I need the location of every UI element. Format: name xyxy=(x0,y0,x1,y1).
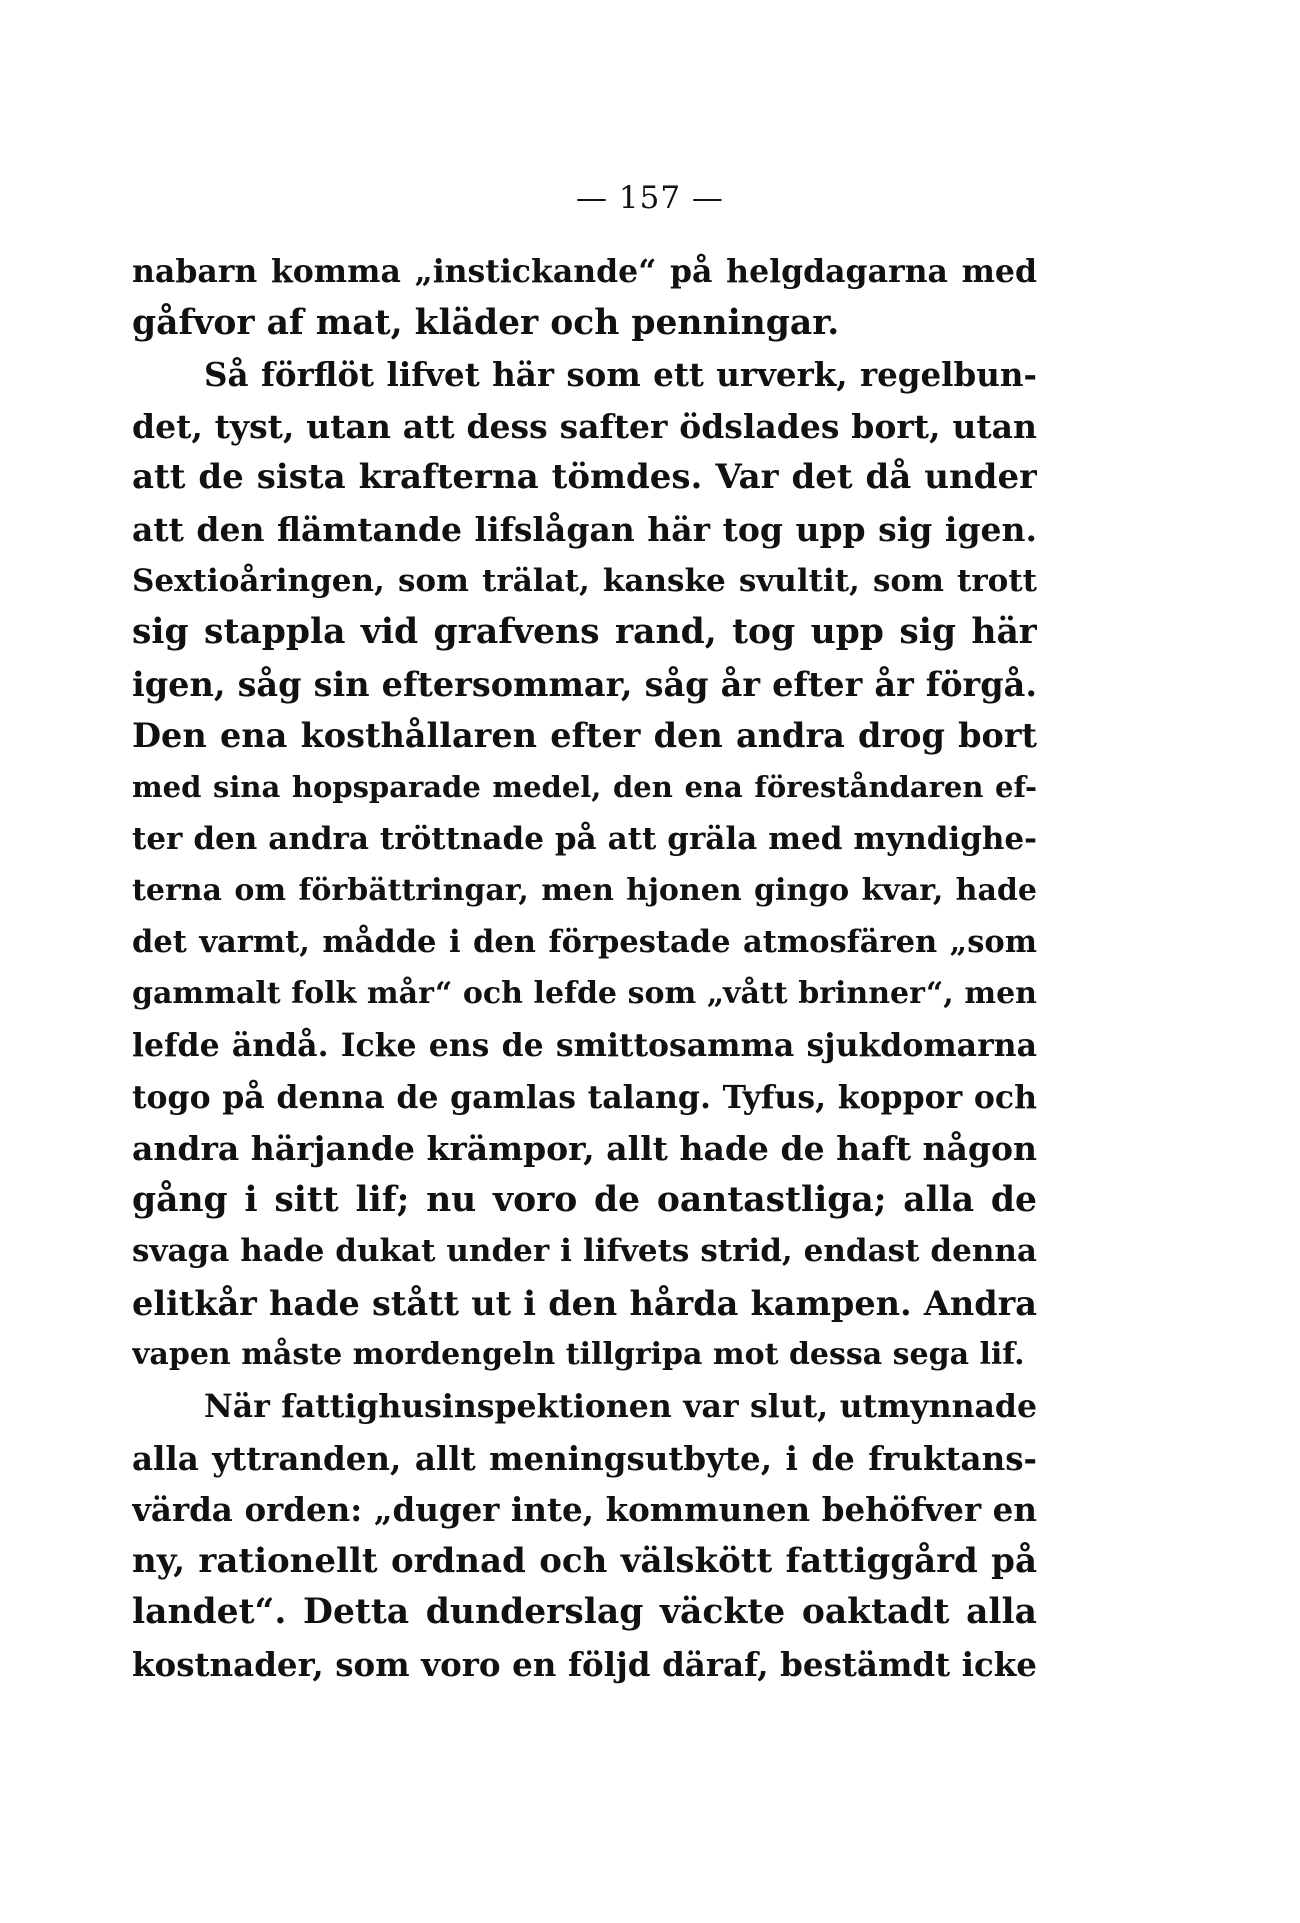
text-line: ny, rationellt ordnad och välskött fattiggård på xyxy=(132,1540,1037,1581)
body-text xyxy=(132,246,1037,1691)
text-line: andra härjande krämpor, allt hade de haft någon xyxy=(132,1129,1037,1169)
text-line: landet“. Detta dunderslag väckte oaktadt alla xyxy=(132,1592,1037,1633)
text-line: igen, såg sin eftersommar, såg år efter år förgå. xyxy=(132,664,1037,704)
text-line: svaga hade dukat under i lifvets strid, endast denna xyxy=(132,1233,1037,1270)
text-line: kostnader, som voro en följd däraf, bestämdt icke xyxy=(132,1645,1037,1685)
text-line: Den ena kosthållaren efter den andra drog bort xyxy=(132,716,1037,756)
text-line: med sina hopsparade medel, den ena föreståndaren ef- xyxy=(132,769,1037,804)
text-line: gång i sitt lif; nu voro de oantastliga; alla de xyxy=(132,1179,1037,1220)
text-line: att den flämtande lifslågan här tog upp sig igen. xyxy=(132,509,1037,549)
text-line: elitkår hade stått ut i den hårda kampen. Andra xyxy=(132,1283,1037,1323)
page-number: — 157 — xyxy=(576,180,724,216)
text-line: vapen måste mordengeln tillgripa mot dessa sega lif. xyxy=(132,1337,1025,1373)
text-line: terna om förbättringar, men hjonen gingo kvar, hade xyxy=(132,873,1037,909)
text-line: det, tyst, utan att dess safter ödslades bort, utan xyxy=(132,406,1037,446)
text-line: alla yttranden, allt meningsutbyte, i de fruktans- xyxy=(132,1438,1037,1478)
text-line: Sextioåringen, som trälat, kanske svultit, som trott xyxy=(132,562,1037,599)
text-line: ter den andra tröttnade på att gräla med myndighe- xyxy=(132,820,1037,857)
text-line: värda orden: „duger inte, kommunen behöfver en xyxy=(132,1490,1037,1530)
text-line: Så förflöt lifvet här som ett urverk, regelbun- xyxy=(204,355,1037,395)
text-line: gammalt folk mår“ och lefde som „vått brinner“, men xyxy=(132,976,1037,1012)
text-line: nabarn komma „instickande“ på helgdagarna med xyxy=(132,253,1037,290)
text-line: att de sista krafterna tömdes. Var det då under xyxy=(132,457,1037,498)
text-line: När fattighusinspektionen var slut, utmynnade xyxy=(204,1388,1037,1426)
text-line: togo på denna de gamlas talang. Tyfus, koppor och xyxy=(132,1078,1037,1116)
text-line: sig stappla vid grafvens rand, tog upp sig här xyxy=(132,612,1037,653)
text-line: det varmt, mådde i den förpestade atmosfären „som xyxy=(132,923,1037,960)
text-line: gåfvor af mat, kläder och penningar. xyxy=(132,302,840,343)
text-line: lefde ändå. Icke ens de smittosamma sjukdomarna xyxy=(132,1026,1037,1064)
